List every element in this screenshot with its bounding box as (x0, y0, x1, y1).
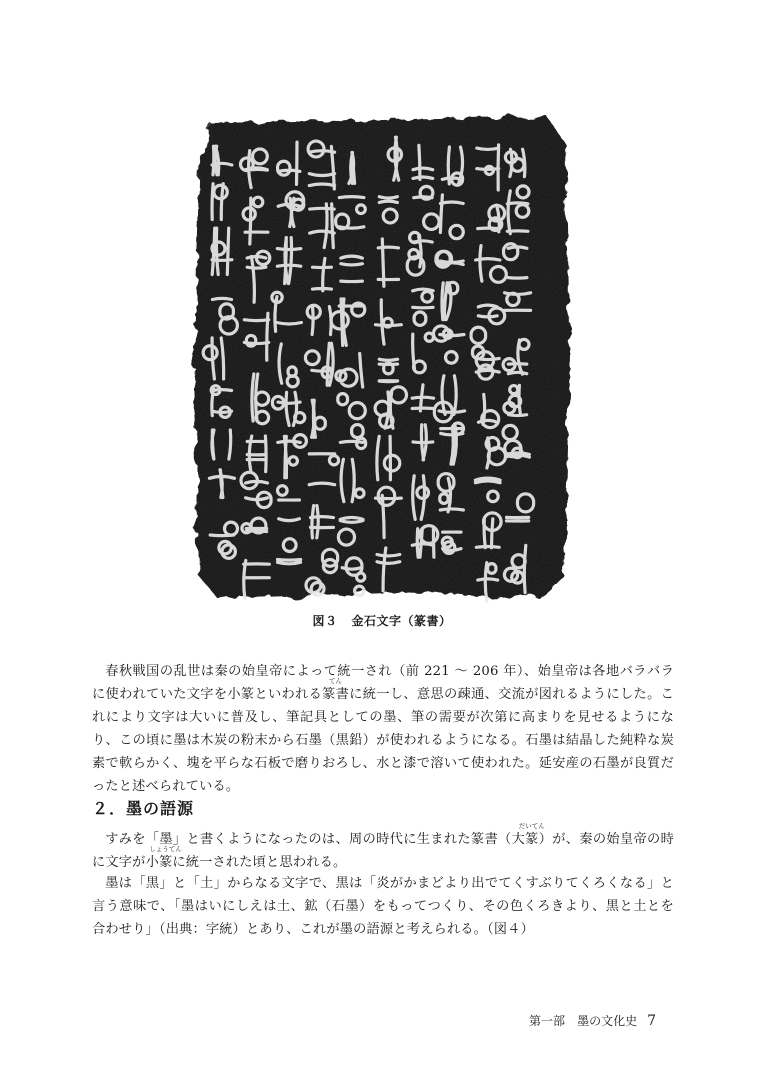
paragraph-line: 書に統一し、意思の疎通、交流が図れるようにした。これにより文字は大いに普 (92, 687, 675, 725)
section-heading: ２．墨の語源 (92, 799, 195, 818)
paragraph-line: た文字を小篆といわれる (173, 687, 323, 702)
figure-caption (0, 612, 764, 629)
page-number: 7 (647, 1013, 656, 1029)
paragraph-line: はいにしえは土、鉱（石墨）をもってつくり、その色くろきより、黒と土とを合わせり」（出典：字統）とあり、 (92, 899, 674, 937)
paragraph-line: に統一された頃と思われる。 (172, 855, 347, 870)
ruby-annotated-word (322, 677, 343, 702)
bronze-inscription-rubbing (188, 105, 576, 605)
figure-number: 図３ (312, 614, 338, 628)
paragraph-first-emperor (92, 660, 674, 798)
ruby-reading: てん (329, 677, 343, 685)
paragraph-line: 春秋戦国の乱世は秦の始皇帝によって統一され（前 221 ～ 206 年）、始皇帝は各地バラバラに使われてい (92, 664, 674, 702)
paragraph-line: これが墨の語源と考えられる。（図４） (299, 922, 534, 937)
paragraph-line: 及し、筆記具としての墨、筆の需要が次第に高まりを見せるようになり、この頃に墨は木炭の粉末から石墨 (92, 710, 675, 748)
ruby-base: 篆 (322, 687, 336, 702)
paragraph-line: （黒鉛）が使われるようになる。石墨は結晶した純粋な炭素で軟らかく、塊を平らな石板で磨りおろし、水 (92, 733, 674, 771)
page-footer (529, 1012, 656, 1029)
paragraph-etymology (92, 822, 674, 874)
ruby-base: 小篆 (145, 855, 173, 870)
ruby-annotated-word (511, 822, 545, 847)
paragraph-line: 墨は「黒」と「土」からなる文字で、黒は「炎がかまどより出でてくすぶりてくろくなる」と言う意味で、「墨 (92, 876, 674, 914)
paragraph-character-meaning (92, 872, 674, 941)
paragraph-line: ）が、秦の始皇帝の時に文字が (92, 832, 674, 870)
ruby-reading: だいてん (518, 822, 545, 830)
ruby-annotated-word (145, 845, 182, 870)
footer-title: 墨の文化史 (577, 1014, 638, 1028)
figure-caption-text: 金石文字（篆書） (351, 614, 452, 628)
ruby-reading: しょうてん (149, 845, 182, 853)
stone-rubbing-image (188, 105, 576, 605)
ruby-base: 大篆 (511, 832, 539, 847)
paragraph-line: すみを「墨」と書くようになったのは、周の時代に生まれた篆書（ (105, 832, 512, 847)
footer-part: 第一部 (529, 1014, 566, 1028)
paragraph-line: と漆で溶いて使われた。延安産の石墨が良質だったと述べられている。 (92, 756, 674, 794)
